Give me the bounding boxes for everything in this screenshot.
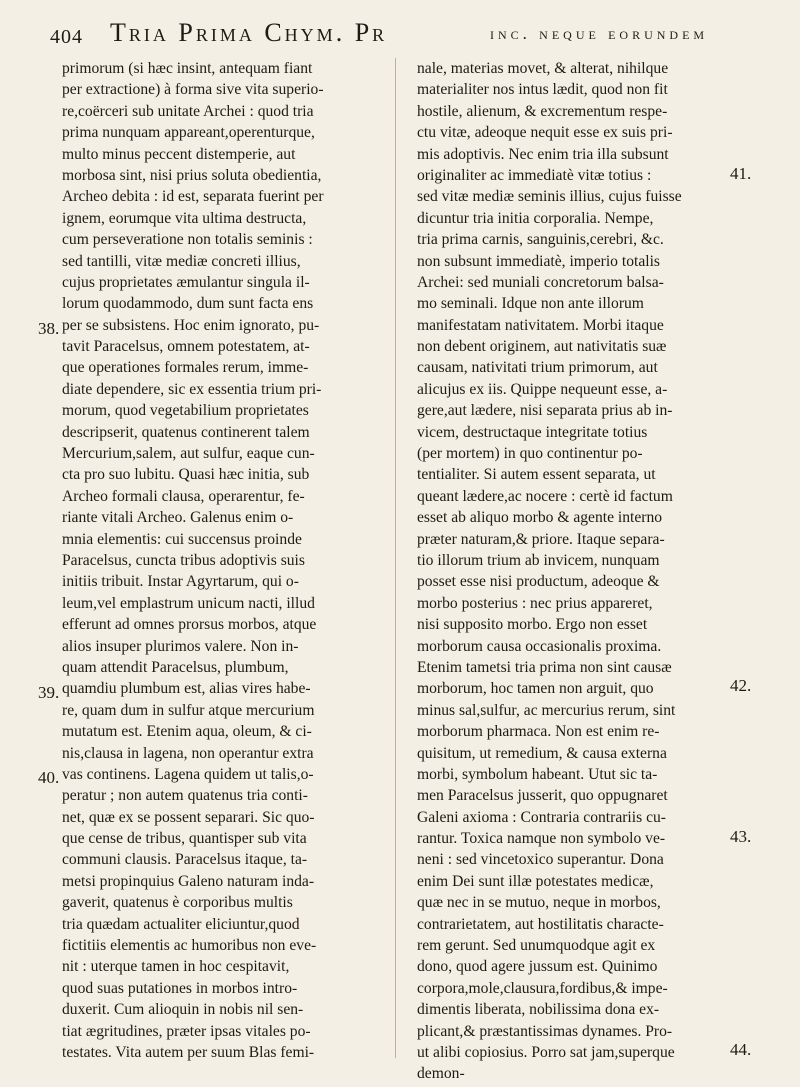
text-line: leum,vel emplastrum unicum nacti, illud — [62, 594, 315, 612]
text-line: multo minus peccent distemperie, aut — [62, 145, 296, 163]
text-line: alicujus ex iis. Quippe nequeunt esse, a- — [417, 380, 668, 398]
text-line: dicuntur tria initia corporalia. Nempe, — [417, 209, 654, 227]
text-line: queant lædere,ac nocere : certè id factum — [417, 487, 673, 505]
text-line: Archei: sed muniali concretorum balsa- — [417, 273, 664, 291]
text-line: mis adoptivis. Nec enim tria illa subsunt — [417, 145, 669, 163]
text-line: morborum pharmaca. Non est enim re- — [417, 723, 660, 741]
text-line: que cense de tribus, quantisper sub vita — [62, 830, 307, 848]
text-line: rantur. Toxica namque non symbolo ve- — [417, 830, 666, 848]
text-line: sed vitæ mediæ seminis illius, cujus fuisse — [417, 188, 682, 206]
text-line: Etenim tametsi tria prima non sint causæ — [417, 658, 672, 676]
text-line: per se subsistens. Hoc enim ignorato, pu- — [62, 316, 320, 334]
text-line: nis,clausa in lagena, non operantur extra — [62, 744, 314, 762]
text-line: gere,aut lædere, nisi separata prius ab in- — [417, 402, 673, 420]
text-line: dono, quod agere jussum est. Quinimo — [417, 958, 658, 976]
text-line: neni : sed vincetoxico superantur. Dona — [417, 851, 664, 869]
text-line: esset ab aliquo morbo & agente interno — [417, 509, 663, 527]
text-line: morborum causa occasionalis proxima. — [417, 637, 662, 655]
text-line: nale, materias movet, & alterat, nihilque — [417, 60, 669, 77]
text-line: cum perseveratione non totalis seminis : — [62, 231, 313, 249]
text-line: materialiter nos intus lædit, quod non fit — [417, 81, 668, 99]
text-line: contrarietatem, aut hostilitatis characte- — [417, 915, 664, 933]
text-line: primorum (si hæc insint, antequam fiant — [62, 60, 313, 77]
text-line: tria quædam actualiter eliciuntur,quod — [62, 915, 300, 933]
text-line: communi clausis. Paracelsus itaque, ta- — [62, 851, 308, 869]
text-line: nisi supposito morbo. Ergo non esset — [417, 616, 648, 634]
text-line: cujus proprietates æmulantur singula il- — [62, 273, 310, 291]
text-line: minus sal,sulfur, ac mercurius rerum, sint — [417, 701, 676, 719]
text-line: gaverit, quatenus è corporibus multis — [62, 894, 293, 912]
text-line: mo seminali. Idque non ante illorum — [417, 295, 644, 313]
text-line: tiat ægritudines, præter ipsas vitales po- — [62, 1022, 311, 1040]
text-line: vicem, destructaque integritate totius — [417, 423, 648, 441]
text-line: duxerit. Cum alioquin in nobis nil sen- — [62, 1001, 304, 1019]
text-line: ignem, eorumque vita ultima destructa, — [62, 209, 307, 227]
text-line: originaliter ac immediatè vitæ totius : — [417, 166, 652, 184]
text-line: sed tantilli, vitæ mediæ concreti illius, — [62, 252, 301, 270]
page-number: 404 — [50, 26, 83, 48]
text-line: manifestatam nativitatem. Morbi itaque — [417, 316, 664, 334]
text-line: tio illorum trium ab invicem, nunquam — [417, 551, 660, 569]
text-line: Mercurium,salem, aut sulfur, eaque cun- — [62, 445, 315, 463]
text-line: cta pro suo lubitu. Quasi hæc initia, sub — [62, 466, 310, 484]
text-line: præter naturam,& priore. Itaque separa- — [417, 530, 665, 548]
text-line: ut alibi copiosius. Porro sat jam,superque — [417, 1043, 675, 1061]
text-line: quod suas putationes in morbos intro- — [62, 979, 298, 997]
text-line: posset esse nisi productum, adeoque & — [417, 573, 660, 591]
margin-number: 44. — [730, 1040, 752, 1059]
text-line: net, quæ ex se possent separari. Sic quo- — [62, 808, 315, 826]
text-line: per extractione) à forma sive vita superio- — [62, 81, 324, 99]
text-line: tavit Paracelsus, omnem potestatem, at- — [62, 338, 310, 356]
text-line: quisitum, ut remedium, & causa externa — [417, 744, 667, 762]
text-line: Archeo debita : id est, separata fuerint per — [62, 188, 324, 206]
text-line: non subsunt immediatè, imperio totalis — [417, 252, 660, 270]
text-line: dimentis liberata, nobilissima dona ex- — [417, 1001, 660, 1019]
right-column — [417, 58, 717, 1085]
text-line: (per mortem) in quo continentur po- — [417, 445, 643, 463]
running-title: Tria Prima Chym. Pr — [110, 18, 388, 47]
text-line: alios insuper plurimos valere. Non in- — [62, 637, 299, 655]
text-line: mnia elementis: cui succensus proinde — [62, 530, 302, 548]
text-line: plicant,& præstantissimas dynames. Pro- — [417, 1022, 673, 1040]
text-line: quam attendit Paracelsus, plumbum, — [62, 658, 289, 676]
text-line: initiis tribuit. Instar Agyrtarum, qui o- — [62, 573, 299, 591]
text-line: morum, quod vegetabilium proprietates — [62, 402, 309, 420]
text-line: tentialiter. Si autem essent separata, ut — [417, 466, 656, 484]
text-line: diate dependere, sic ex essentia trium pri- — [62, 380, 322, 398]
text-line: ctu vitæ, adeoque nequit esse ex suis pri- — [417, 124, 673, 142]
text-line: quæ nec in se mutuo, neque in morbos, — [417, 894, 661, 912]
text-line: causam, nativitati trium primorum, aut — [417, 359, 658, 377]
text-line: demon- — [417, 1065, 465, 1083]
margin-number: 42. — [730, 676, 752, 695]
margin-number: 41. — [730, 164, 752, 183]
left-column — [62, 58, 362, 1063]
text-line: que operationes formales rerum, imme- — [62, 359, 309, 377]
text-line: non debent originem, aut nativitatis suæ — [417, 338, 667, 356]
text-line: men Paracelsus jusserit, quo oppugnaret — [417, 787, 668, 805]
text-line: rem gerunt. Sed unumquodque agit ex — [417, 937, 656, 955]
text-line: tria prima carnis, sanguinis,cerebri, &c. — [417, 231, 664, 249]
text-line: metsi propinquius Galeno naturam inda- — [62, 872, 315, 890]
text-line: mutatum est. Etenim aqua, oleum, & ci- — [62, 723, 312, 741]
text-line: corpora,mole,clausura,fordibus,& impe- — [417, 979, 668, 997]
text-line: morborum, hoc tamen non arguit, quo — [417, 680, 654, 698]
text-line: Galeni axioma : Contraria contrariis cu- — [417, 808, 666, 826]
text-line: morbi, symbolum habeant. Utut sic ta- — [417, 765, 658, 783]
text-line: morbo posterius : nec prius appareret, — [417, 594, 653, 612]
text-line: testates. Vita autem per suum Blas femi- — [62, 1043, 315, 1061]
text-line: fictitiis elementis ac humoribus non eve- — [62, 937, 317, 955]
page-header — [50, 18, 770, 58]
text-line: Paracelsus, cuncta tribus adoptivis suis — [62, 551, 305, 569]
running-title-continued: inc. neque eorundem — [490, 24, 709, 43]
text-line: enim Dei sunt illæ potestates medicæ, — [417, 872, 654, 890]
margin-number: 39. — [38, 683, 60, 702]
text-line: nit : uterque tamen in hoc cespitavit, — [62, 958, 290, 976]
text-line: descripserit, quatenus continerent talem — [62, 423, 310, 441]
column-divider — [395, 58, 396, 1058]
text-line: hostile, alienum, & excrementum respe- — [417, 102, 668, 120]
text-line: peratur ; non autem quatenus tria conti- — [62, 787, 308, 805]
text-line: riante vitali Archeo. Galenus enim o- — [62, 509, 294, 527]
text-line: prima nunquam appareant,operenturque, — [62, 124, 315, 142]
text-line: morbosa sint, nisi prius soluta obedientia, — [62, 166, 322, 184]
margin-number: 40. — [38, 768, 60, 787]
text-line: lorum quodammodo, dum sunt facta ens — [62, 295, 314, 313]
text-line: quamdiu plumbum est, alias vires habe- — [62, 680, 311, 698]
text-line: re,coërceri sub unitate Archei : quod tria — [62, 102, 314, 120]
text-line: Archeo formali clausa, operarentur, fe- — [62, 487, 305, 505]
text-line: re, quam dum in sulfur atque mercurium — [62, 701, 315, 719]
text-line: efferunt ad omnes prorsus morbos, atque — [62, 616, 317, 634]
margin-number: 38. — [38, 319, 60, 338]
margin-number: 43. — [730, 827, 752, 846]
text-line: vas continens. Lagena quidem ut talis,o- — [62, 765, 314, 783]
